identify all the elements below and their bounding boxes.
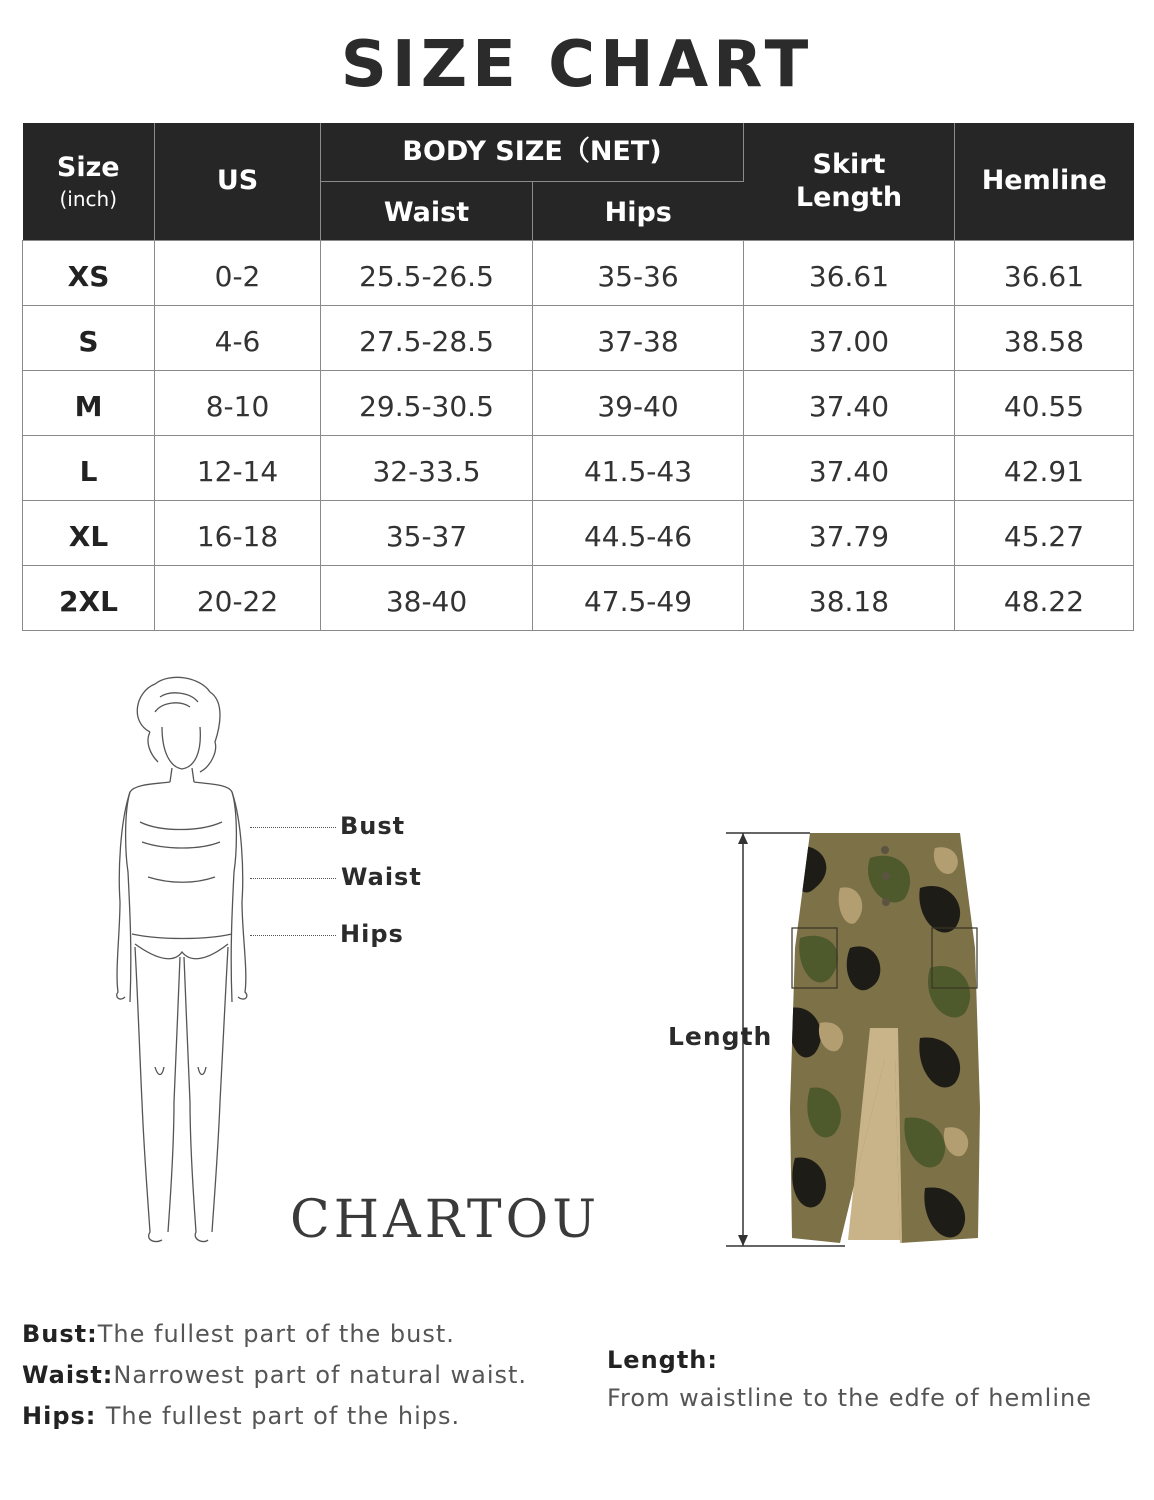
waist-term: Waist:	[22, 1361, 114, 1389]
body-figure-illustration	[100, 672, 280, 1252]
table-cell: 45.27	[955, 500, 1134, 565]
table-row	[23, 370, 1134, 435]
bust-description: The fullest part of the bust.	[97, 1320, 455, 1348]
table-cell: 25.5-26.5	[321, 240, 533, 305]
size-cell: XL	[23, 500, 155, 565]
header-body-size: BODY SIZE（NET)	[321, 123, 744, 181]
table-cell: 37-38	[533, 305, 744, 370]
header-size-unit: (inch)	[59, 186, 117, 211]
table-cell: 37.40	[744, 370, 955, 435]
page-title: SIZE CHART	[340, 28, 814, 102]
waist-definition	[22, 1361, 582, 1402]
table-cell: 16-18	[155, 500, 321, 565]
length-definition	[607, 1346, 1147, 1412]
header-waist: Waist	[321, 181, 533, 240]
bust-definition	[22, 1320, 582, 1361]
table-cell: 27.5-28.5	[321, 305, 533, 370]
table-cell: 38.58	[955, 305, 1134, 370]
table-body	[23, 240, 1134, 630]
table-cell: 35-37	[321, 500, 533, 565]
size-cell: XS	[23, 240, 155, 305]
brand-logo: CHARTOU	[290, 1190, 601, 1250]
waist-description: Narrowest part of natural waist.	[113, 1361, 528, 1389]
table-row	[23, 435, 1134, 500]
size-cell: M	[23, 370, 155, 435]
header-size	[23, 123, 155, 240]
table-cell: 39-40	[533, 370, 744, 435]
table-cell: 36.61	[744, 240, 955, 305]
size-table	[22, 123, 1134, 631]
table-cell: 35-36	[533, 240, 744, 305]
table-cell: 20-22	[155, 565, 321, 630]
table-cell: 36.61	[955, 240, 1134, 305]
size-cell: 2XL	[23, 565, 155, 630]
hips-leader-line	[250, 935, 336, 936]
hips-definition	[22, 1402, 582, 1443]
table-row	[23, 565, 1134, 630]
table-cell: 37.00	[744, 305, 955, 370]
table-row	[23, 240, 1134, 305]
table-cell: 4-6	[155, 305, 321, 370]
table-cell: 38.18	[744, 565, 955, 630]
header-size-label: Size	[56, 151, 120, 183]
table-cell: 37.40	[744, 435, 955, 500]
hips-description: The fullest part of the hips.	[105, 1402, 461, 1430]
table-cell: 40.55	[955, 370, 1134, 435]
table-cell: 12-14	[155, 435, 321, 500]
waist-leader-line	[250, 878, 336, 879]
table-row	[23, 305, 1134, 370]
size-cell: S	[23, 305, 155, 370]
header-skirt-length: Skirt Length	[744, 123, 955, 240]
size-cell: L	[23, 435, 155, 500]
table-cell: 37.79	[744, 500, 955, 565]
hips-term: Hips:	[22, 1402, 106, 1430]
table-cell: 29.5-30.5	[321, 370, 533, 435]
bust-leader-line	[250, 827, 336, 828]
measurement-definitions	[22, 1320, 582, 1443]
header-hemline: Hemline	[955, 123, 1134, 240]
table-cell: 38-40	[321, 565, 533, 630]
waist-label: Waist	[341, 863, 422, 891]
table-cell: 41.5-43	[533, 435, 744, 500]
table-cell: 47.5-49	[533, 565, 744, 630]
length-term: Length:	[607, 1346, 718, 1374]
table-cell: 48.22	[955, 565, 1134, 630]
table-cell: 44.5-46	[533, 500, 744, 565]
length-description: From waistline to the edfe of hemline	[607, 1384, 1092, 1412]
table-cell: 32-33.5	[321, 435, 533, 500]
header-us: US	[155, 123, 321, 240]
table-cell: 42.91	[955, 435, 1134, 500]
bust-term: Bust:	[22, 1320, 98, 1348]
bust-label: Bust	[340, 812, 406, 840]
table-cell: 8-10	[155, 370, 321, 435]
hips-label: Hips	[340, 920, 404, 948]
table-cell: 0-2	[155, 240, 321, 305]
length-label: Length	[668, 1022, 773, 1051]
header-hips: Hips	[533, 181, 744, 240]
table-row	[23, 500, 1134, 565]
